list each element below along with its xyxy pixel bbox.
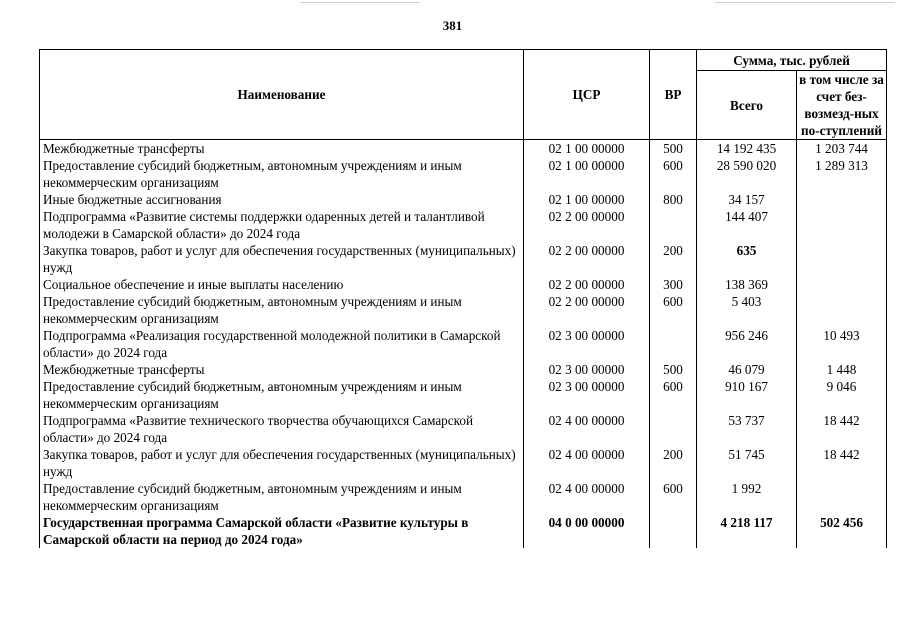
cell-free	[797, 293, 887, 327]
cell-free: 9 046	[797, 378, 887, 412]
cell-csr: 02 3 00 00000	[524, 361, 650, 378]
table-row	[40, 157, 887, 191]
cell-csr: 02 3 00 00000	[524, 378, 650, 412]
cell-name: Предоставление субсидий бюджетным, автономным учреждениям и иным некоммерческим организациям	[40, 293, 524, 327]
cell-total: 46 079	[697, 361, 797, 378]
cell-name: Иные бюджетные ассигнования	[40, 191, 524, 208]
header-free: в том числе за счет без-возмезд-ных по-ступлений	[797, 71, 887, 140]
cell-name: Подпрограмма «Развитие технического творчества обучающихся Самарской области» до 2024 года	[40, 412, 524, 446]
table-row	[40, 327, 887, 361]
cell-vr: 500	[650, 361, 697, 378]
cell-total: 956 246	[697, 327, 797, 361]
cell-total: 1 992	[697, 480, 797, 514]
cell-name: Предоставление субсидий бюджетным, автономным учреждениям и иным некоммерческим организациям	[40, 157, 524, 191]
cell-total: 28 590 020	[697, 157, 797, 191]
cell-free	[797, 242, 887, 276]
table-row	[40, 208, 887, 242]
cell-csr: 02 1 00 00000	[524, 157, 650, 191]
table-row	[40, 191, 887, 208]
table-header	[40, 50, 887, 140]
cell-free: 1 289 313	[797, 157, 887, 191]
cell-free: 502 456	[797, 514, 887, 548]
cell-free: 1 448	[797, 361, 887, 378]
cell-csr: 02 4 00 00000	[524, 480, 650, 514]
table-row	[40, 140, 887, 158]
cell-free	[797, 480, 887, 514]
cell-name: Межбюджетные трансферты	[40, 361, 524, 378]
table-row	[40, 293, 887, 327]
cell-name: Предоставление субсидий бюджетным, автономным учреждениям и иным некоммерческим организациям	[40, 480, 524, 514]
table-row-program-total	[40, 514, 887, 548]
cell-vr: 200	[650, 242, 697, 276]
cell-csr: 02 1 00 00000	[524, 140, 650, 158]
table-row	[40, 276, 887, 293]
cell-free: 10 493	[797, 327, 887, 361]
cell-vr	[650, 412, 697, 446]
cell-csr: 02 3 00 00000	[524, 327, 650, 361]
page-number: 381	[442, 18, 463, 33]
cell-total: 5 403	[697, 293, 797, 327]
cell-free	[797, 208, 887, 242]
cell-free: 1 203 744	[797, 140, 887, 158]
cell-name: Закупка товаров, работ и услуг для обеспечения государственных (муниципальных) нужд	[40, 242, 524, 276]
cell-vr: 600	[650, 378, 697, 412]
table-row	[40, 361, 887, 378]
cell-vr: 200	[650, 446, 697, 480]
cell-total: 138 369	[697, 276, 797, 293]
table-row	[40, 378, 887, 412]
cell-vr: 800	[650, 191, 697, 208]
cell-free	[797, 191, 887, 208]
cell-name: Подпрограмма «Развитие системы поддержки одаренных детей и талантливой молодежи в Самарской области» до 2024 года	[40, 208, 524, 242]
header-total: Всего	[697, 71, 797, 140]
table-body	[40, 140, 887, 549]
cell-name: Государственная программа Самарской области «Развитие культуры в Самарской области на период до 2024 года»	[40, 514, 524, 548]
cell-total: 14 192 435	[697, 140, 797, 158]
cell-vr: 500	[650, 140, 697, 158]
header-csr: ЦСР	[524, 50, 650, 140]
cell-total: 910 167	[697, 378, 797, 412]
cell-vr: 600	[650, 157, 697, 191]
cell-csr: 02 4 00 00000	[524, 446, 650, 480]
cell-vr: 600	[650, 480, 697, 514]
cell-total: 4 218 117	[697, 514, 797, 548]
header-sum-group: Сумма, тыс. рублей	[697, 50, 887, 71]
cell-csr: 02 2 00 00000	[524, 276, 650, 293]
cell-vr	[650, 208, 697, 242]
cell-vr	[650, 514, 697, 548]
scan-artifact-line-left	[300, 2, 420, 3]
cell-vr: 300	[650, 276, 697, 293]
cell-free: 18 442	[797, 412, 887, 446]
cell-csr: 04 0 00 00000	[524, 514, 650, 548]
cell-free	[797, 276, 887, 293]
cell-total: 635	[697, 242, 797, 276]
table-row	[40, 412, 887, 446]
cell-total: 34 157	[697, 191, 797, 208]
cell-name: Закупка товаров, работ и услуг для обеспечения государственных (муниципальных) нужд	[40, 446, 524, 480]
header-vr: ВР	[650, 50, 697, 140]
cell-total: 144 407	[697, 208, 797, 242]
cell-csr: 02 2 00 00000	[524, 242, 650, 276]
table-row	[40, 242, 887, 276]
cell-name: Предоставление субсидий бюджетным, автономным учреждениям и иным некоммерческим организациям	[40, 378, 524, 412]
cell-csr: 02 1 00 00000	[524, 191, 650, 208]
table-row	[40, 480, 887, 514]
cell-name: Социальное обеспечение и иные выплаты населению	[40, 276, 524, 293]
cell-free: 18 442	[797, 446, 887, 480]
cell-csr: 02 2 00 00000	[524, 208, 650, 242]
cell-name: Межбюджетные трансферты	[40, 140, 524, 158]
cell-csr: 02 2 00 00000	[524, 293, 650, 327]
cell-csr: 02 4 00 00000	[524, 412, 650, 446]
cell-name: Подпрограмма «Реализация государственной молодежной политики в Самарской области» до 2024 года	[40, 327, 524, 361]
cell-total: 53 737	[697, 412, 797, 446]
budget-table	[39, 49, 887, 548]
cell-vr	[650, 327, 697, 361]
cell-total: 51 745	[697, 446, 797, 480]
cell-vr: 600	[650, 293, 697, 327]
header-name: Наименование	[40, 50, 524, 140]
table-row	[40, 446, 887, 480]
scan-artifact-line-right	[715, 2, 895, 3]
